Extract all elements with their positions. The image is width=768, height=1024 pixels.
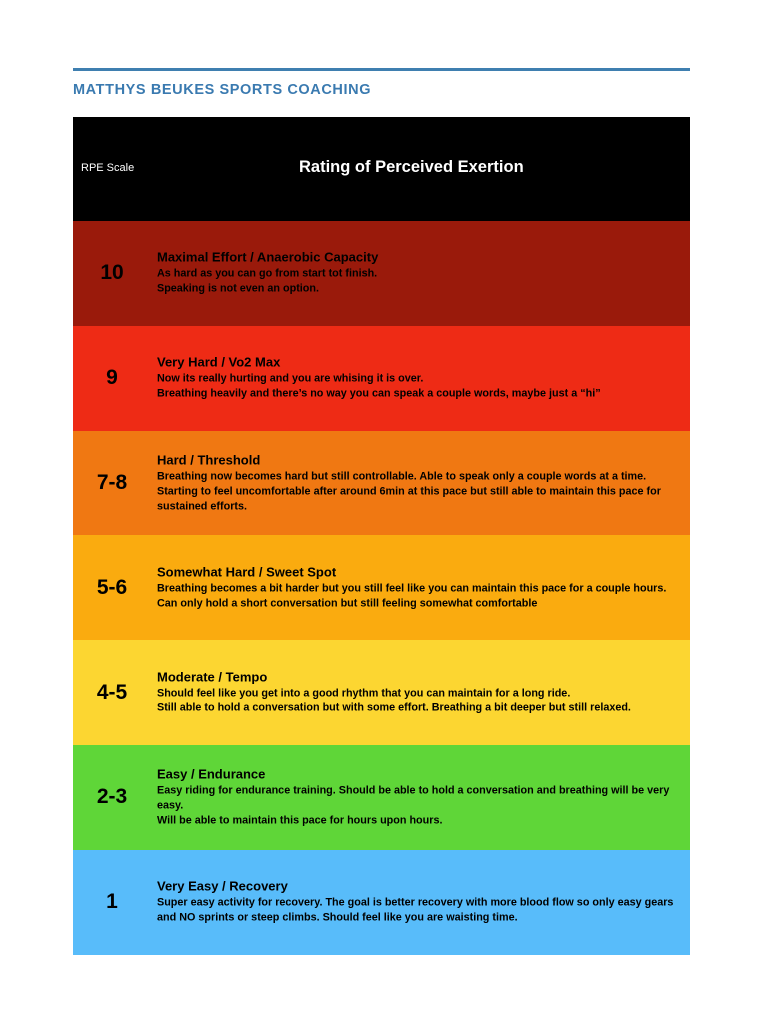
brand-title: MATTHYS BEUKES SPORTS COACHING — [73, 82, 372, 98]
rpe-level-2-3 — [73, 745, 690, 850]
rpe-level-9 — [73, 326, 690, 431]
rpe-level-title: Very Easy / Recovery — [157, 878, 288, 894]
top-divider — [73, 68, 690, 71]
rpe-level-text — [157, 767, 686, 828]
rpe-level-title: Easy / Endurance — [157, 766, 266, 782]
rpe-rating: 9 — [106, 366, 118, 390]
rpe-table — [73, 117, 690, 955]
rpe-level-title: Very Hard / Vo2 Max — [157, 354, 281, 370]
rpe-level-title: Hard / Threshold — [157, 452, 261, 468]
rpe-level-description: Breathing becomes a bit harder but you still feel like you can maintain this pace for a couple hours. Can only hold a short conversation but still feeling somewhat comfortable — [157, 582, 667, 610]
rpe-level-description: Should feel like you get into a good rhythm that you can maintain for a long ride. Still able to hold a conversation but with some effort. Breathing a bit deeper but still relaxed. — [157, 687, 631, 715]
rpe-level-description: Super easy activity for recovery. The goal is better recovery with more blood flow so only easy gears and NO sprints or steep climbs. Should feel like you are waisting time. — [157, 896, 674, 924]
rpe-level-text — [157, 879, 686, 926]
rpe-rating: 10 — [100, 261, 124, 285]
rpe-rating: 4-5 — [96, 680, 128, 704]
rpe-level-description: Breathing now becomes hard but still controllable. Able to speak only a couple words at a time. Starting to feel uncomfortable after around 6min at this pace but still able to maintain this pace for sustained efforts. — [157, 470, 661, 512]
rpe-rating: 1 — [106, 890, 118, 914]
table-header — [73, 117, 690, 221]
rpe-level-text — [157, 669, 686, 716]
rpe-level-title: Moderate / Tempo — [157, 669, 268, 685]
rpe-level-text — [157, 452, 686, 513]
rpe-level-text — [157, 250, 686, 297]
rpe-level-10 — [73, 221, 690, 326]
table-title: Rating of Perceived Exertion — [299, 158, 524, 176]
rpe-rating: 5-6 — [96, 575, 128, 599]
rpe-level-description: Easy riding for endurance training. Should be able to hold a conversation and breathing will be very easy. Will be able to maintain this pace for hours upon hours. — [157, 784, 670, 827]
rpe-level-description: As hard as you can go from start tot finish. Speaking is not even an option. — [157, 268, 378, 295]
rpe-level-7-8 — [73, 431, 690, 536]
rpe-rating: 2-3 — [96, 785, 128, 809]
rpe-level-4-5 — [73, 640, 690, 745]
rpe-level-text — [157, 355, 686, 402]
rpe-level-1 — [73, 850, 690, 955]
rpe-scale-label: RPE Scale — [81, 162, 135, 174]
rpe-level-description: Now its really hurting and you are whising it is over. Breathing heavily and there’s no way you can speak a couple words, maybe just a “hi” — [157, 372, 601, 400]
rpe-level-title: Somewhat Hard / Sweet Spot — [157, 564, 337, 580]
rpe-level-title: Maximal Effort / Anaerobic Capacity — [157, 250, 379, 266]
rpe-level-text — [157, 564, 686, 611]
rpe-rating: 7-8 — [96, 470, 128, 494]
rpe-level-5-6 — [73, 535, 690, 640]
